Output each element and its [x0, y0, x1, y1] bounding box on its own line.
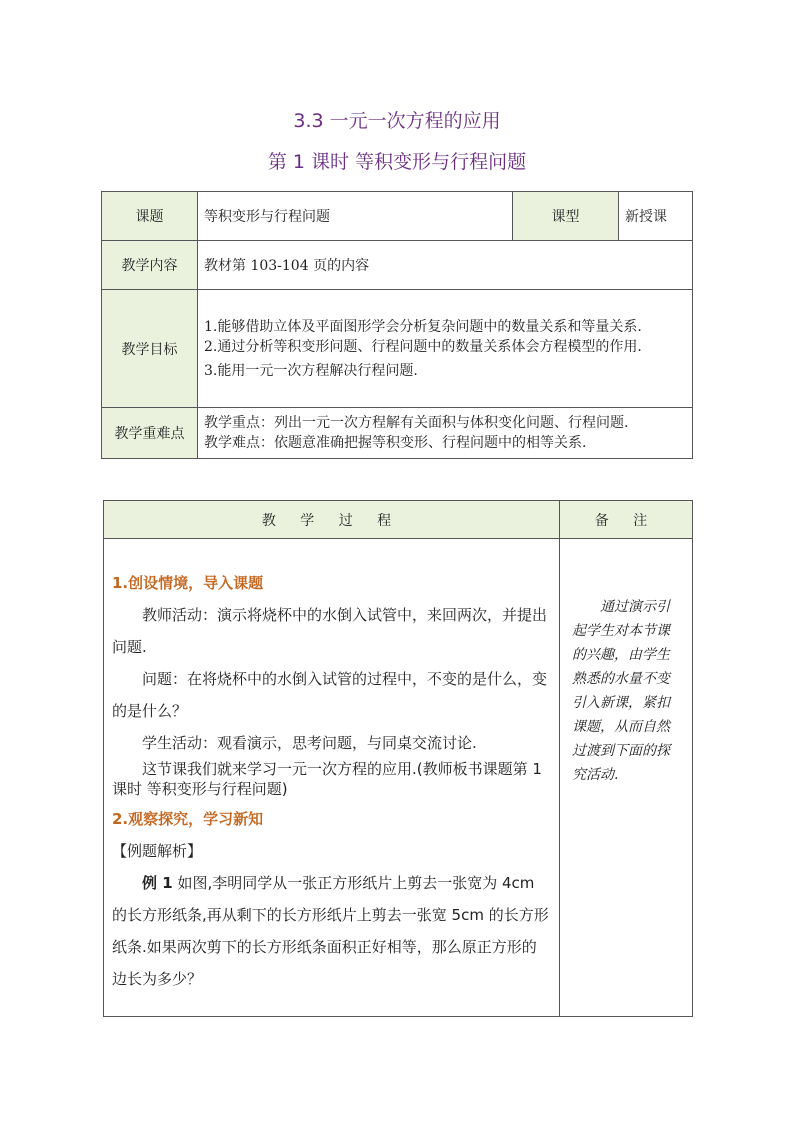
- example-paragraph: [112, 867, 551, 995]
- key-point: 教学难点：依题意准确把握等积变形、行程问题中的相等关系.: [204, 435, 587, 451]
- process-body-row: [104, 539, 693, 1017]
- key-cell: [198, 408, 693, 459]
- lesson-subtitle: 第 1 课时 等积变形与行程问题: [267, 151, 527, 173]
- topic-value: 等积变形与行程问题: [198, 192, 513, 241]
- process-header-row: [104, 501, 693, 539]
- key-point: 教学重点：列出一元一次方程解有关面积与体积变化问题、行程问题.: [204, 415, 629, 431]
- info-table: [101, 191, 693, 459]
- note-text: 通过演示引起学生对本节课的兴趣，由学生熟悉的水量不变引入新课，紧扣课题，从而自然过渡到下面的探究活动.: [572, 599, 670, 783]
- section-heading: 1.创设情境，导入课题: [112, 574, 264, 592]
- content-value: 教材第 103-104 页的内容: [198, 241, 693, 290]
- process-table: [103, 500, 693, 1017]
- process-header: 教 学 过 程: [104, 501, 560, 539]
- lesson-title: 3.3 一元一次方程的应用: [293, 110, 501, 132]
- example-label: 例 1: [142, 874, 173, 892]
- content-label: 教学内容: [102, 241, 198, 290]
- paragraph: 问题：在将烧杯中的水倒入试管的过程中，不变的是什么，变的是什么？: [112, 670, 548, 720]
- paragraph: 教师活动：演示将烧杯中的水倒入试管中，来回两次，并提出问题.: [112, 606, 548, 656]
- goal-item: 2.通过分析等积变形问题、行程问题中的数量关系体会方程模型的作用.: [204, 338, 642, 355]
- goal-item: 3.能用一元一次方程解决行程问题.: [204, 362, 418, 379]
- paragraph: 这节课我们就来学习一元一次方程的应用.(教师板书课题第 1 课时 等积变形与行程问题): [112, 760, 542, 798]
- goals-label: 教学目标: [102, 290, 198, 408]
- goals-row: [102, 290, 693, 408]
- paragraph: 学生活动：观看演示，思考问题，与同桌交流讨论.: [142, 734, 477, 752]
- key-row: [102, 408, 693, 459]
- type-label: 课型: [513, 192, 619, 241]
- goal-item: 1.能够借助立体及平面图形学会分析复杂问题中的数量关系和等量关系.: [204, 318, 642, 335]
- note-content: [560, 539, 693, 1017]
- example-header: 【例题解析】: [112, 842, 203, 860]
- topic-label: 课题: [102, 192, 198, 241]
- note-header: 备 注: [560, 501, 693, 539]
- type-value: 新授课: [619, 192, 693, 241]
- content-row: [102, 241, 693, 290]
- section-heading: 2.观察探究，学习新知: [112, 810, 264, 828]
- process-content: [104, 539, 560, 1017]
- goals-cell: [198, 290, 693, 408]
- topic-row: [102, 192, 693, 241]
- key-label: 教学重难点: [102, 408, 198, 459]
- example-text: 如图,李明同学从一张正方形纸片上剪去一张宽为 4cm 的长方形纸条,再从剩下的长方形纸片上剪去一张宽 5cm 的长方形纸条.如果两次剪下的长方形纸条面积正好相等，那么原正方形的边长为多少？: [112, 874, 549, 988]
